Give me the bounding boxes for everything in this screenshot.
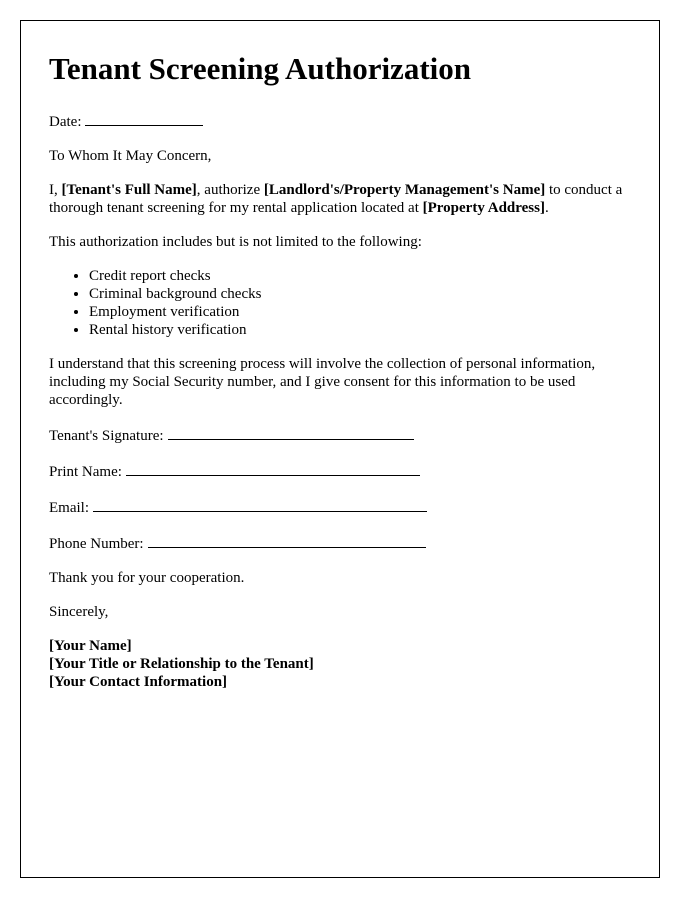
signature-block (49, 637, 631, 691)
email-blank-line[interactable] (93, 497, 427, 512)
intro-text-3: to conduct a thorough tenant screening for my rental application located at (49, 182, 623, 216)
thanks-text: Thank you for your cooperation. (49, 570, 245, 586)
landlord-name-placeholder: [Landlord's/Property Management's Name] (263, 182, 546, 198)
your-name-placeholder: [Your Name] (49, 638, 132, 654)
checks-list (49, 267, 631, 339)
signature-blank-line[interactable] (168, 425, 414, 440)
signature-row (49, 425, 631, 445)
salutation: To Whom It May Concern, (49, 148, 212, 164)
consent-paragraph: I understand that this screening process will involve the collection of personal information, including my Social Security number, and I give consent for this information to be used accordingly. (49, 356, 596, 408)
print-name-row (49, 461, 631, 481)
intro-text-1: I, (49, 182, 62, 198)
print-name-label: Print Name: (49, 464, 122, 480)
list-item: • Employment verification (89, 303, 631, 321)
intro-paragraph (49, 181, 631, 217)
includes-text: This authorization includes but is not limited to the following: (49, 234, 422, 250)
intro-text-4: . (544, 200, 549, 216)
property-address-placeholder: [Property Address] (422, 200, 545, 216)
date-row (49, 111, 631, 131)
email-label: Email: (49, 500, 89, 516)
email-row (49, 497, 631, 517)
closing-text: Sincerely, (49, 604, 109, 620)
document-title: Tenant Screening Authorization (49, 51, 471, 86)
date-label: Date: (49, 114, 82, 130)
date-blank-line[interactable] (85, 111, 203, 126)
phone-label: Phone Number: (49, 536, 144, 552)
document-page (20, 20, 660, 878)
your-contact-placeholder: [Your Contact Information] (49, 674, 228, 690)
tenant-name-placeholder: [Tenant's Full Name] (61, 182, 197, 198)
list-item: • Rental history verification (89, 321, 631, 339)
phone-blank-line[interactable] (148, 533, 426, 548)
intro-text-2: , authorize (196, 182, 264, 198)
phone-row (49, 533, 631, 553)
list-item: • Credit report checks (89, 267, 631, 285)
signature-label: Tenant's Signature: (49, 428, 164, 444)
print-name-blank-line[interactable] (126, 461, 420, 476)
list-item: • Criminal background checks (89, 285, 631, 303)
your-title-placeholder: [Your Title or Relationship to the Tenant] (49, 656, 314, 672)
